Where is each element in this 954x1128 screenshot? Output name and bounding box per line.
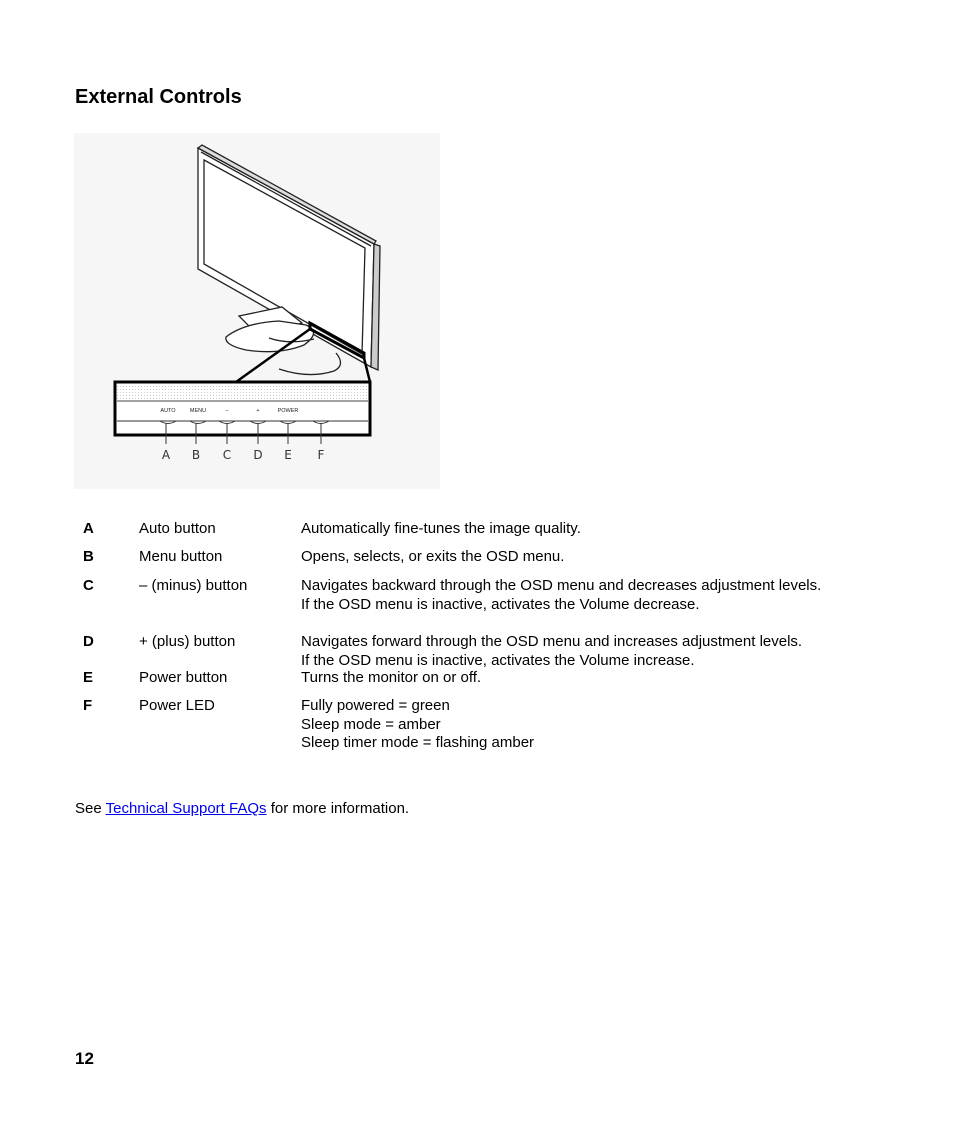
description-line: If the OSD menu is inactive, activates the Volume decrease. xyxy=(301,595,700,613)
callout-letter-d: D xyxy=(253,448,263,462)
control-description xyxy=(301,577,901,614)
control-description xyxy=(301,520,901,539)
control-letter: F xyxy=(83,697,93,714)
control-description xyxy=(301,548,901,567)
button-label-3: + xyxy=(256,408,260,414)
callout-letter-b: B xyxy=(191,448,201,462)
callout-letter-a: A xyxy=(161,448,171,462)
page-number: 12 xyxy=(75,1049,94,1068)
control-name: Auto button xyxy=(139,520,216,537)
control-name: Menu button xyxy=(139,548,223,565)
button-label-2: – xyxy=(225,408,229,414)
monitor-controls-diagram xyxy=(74,133,440,489)
description-line: Sleep timer mode = flashing amber xyxy=(301,734,535,751)
control-letter: B xyxy=(83,548,94,565)
control-letter: D xyxy=(83,633,94,650)
control-letter: E xyxy=(83,669,94,686)
control-letter: A xyxy=(83,520,94,537)
monitor-illustration xyxy=(198,145,380,382)
description-line: Navigates backward through the OSD menu and decreases adjustment levels. xyxy=(301,577,822,594)
control-strip xyxy=(115,382,370,435)
callout-letter-e: E xyxy=(284,448,292,462)
control-description xyxy=(301,633,901,670)
description-line: Opens, selects, or exits the OSD menu. xyxy=(301,548,565,565)
description-line: Sleep mode = amber xyxy=(301,715,441,733)
description-line: Fully powered = green xyxy=(301,697,450,714)
control-letter: C xyxy=(83,577,94,594)
control-description xyxy=(301,697,901,753)
see-prefix: See xyxy=(75,800,102,817)
description-line: Turns the monitor on or off. xyxy=(301,669,482,686)
description-line: Navigates forward through the OSD menu and increases adjustment levels. xyxy=(301,633,803,650)
control-name: Power button xyxy=(139,669,228,686)
see-suffix: for more information. xyxy=(270,800,410,817)
control-name: + (plus) button xyxy=(139,633,236,650)
button-label-1: MENU xyxy=(189,408,207,414)
control-name: – (minus) button xyxy=(139,577,248,594)
page-title: External Controls xyxy=(75,86,242,108)
callout-letter-f: F xyxy=(317,448,325,462)
technical-support-faqs-link[interactable]: Technical Support FAQs xyxy=(105,800,267,817)
callout-letter-c: C xyxy=(222,448,232,462)
control-description xyxy=(301,669,901,688)
see-more-text xyxy=(75,800,409,819)
description-line: If the OSD menu is inactive, activates the Volume increase. xyxy=(301,651,695,669)
button-label-4: POWER xyxy=(277,408,299,414)
control-name: Power LED xyxy=(139,697,215,714)
button-label-0: AUTO xyxy=(160,408,176,414)
description-line: Automatically fine-tunes the image quality. xyxy=(301,520,581,537)
